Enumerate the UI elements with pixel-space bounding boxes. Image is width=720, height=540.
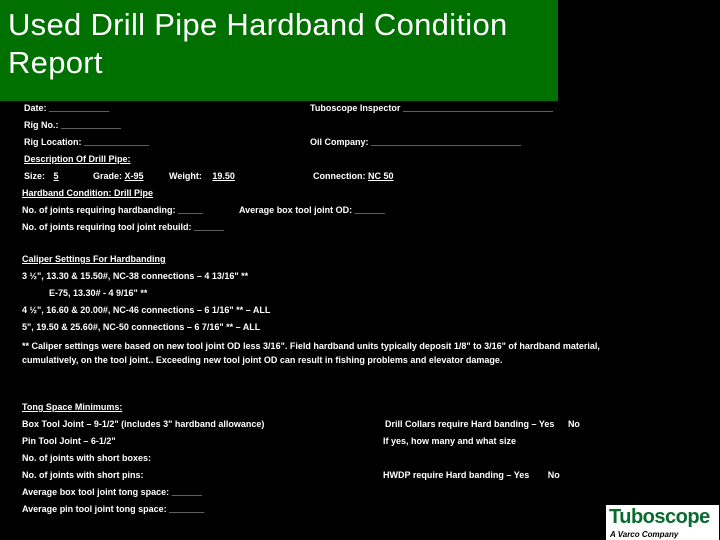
- hwdp-label: HWDP require Hard banding –: [383, 470, 512, 480]
- date-field: Date: ____________: [24, 103, 110, 113]
- pin-tool-joint-line: Pin Tool Joint – 6-1/2": [22, 436, 116, 446]
- weight-label: Weight:: [169, 171, 202, 181]
- tuboscope-logo: [606, 505, 719, 540]
- joints-hardbanding-field: No. of joints requiring hardbanding: _____: [22, 205, 204, 215]
- weight-value: 19.50: [212, 171, 235, 181]
- grade-label: Grade:: [93, 171, 123, 181]
- avg-box-od-field: Average box tool joint OD: ______: [239, 205, 385, 215]
- weight-field: [169, 171, 235, 182]
- drill-collars-no[interactable]: No: [567, 419, 580, 429]
- short-pins-field: No. of joints with short pins:: [22, 470, 144, 480]
- connection-field: [313, 171, 397, 182]
- joints-rebuild-field: No. of joints requiring tool joint rebuild: ______: [22, 222, 225, 232]
- grade-field: [93, 171, 144, 182]
- connection-value: NC 50: [368, 171, 394, 181]
- logo-name: Tuboscope: [609, 506, 710, 528]
- inspector-field: Tuboscope Inspector ______________________________: [310, 103, 554, 113]
- caliper-line: E-75, 13.30# - 4 9/16" **: [49, 288, 148, 298]
- drill-collars-followup: If yes, how many and what size: [383, 436, 517, 446]
- hwdp-no[interactable]: No: [547, 470, 560, 480]
- hwdp-question: [383, 470, 560, 481]
- size-label: Size:: [24, 171, 46, 181]
- size-field: [24, 171, 63, 182]
- caliper-line: 5", 19.50 & 25.60#, NC-50 connections – 6 7/16" ** – ALL: [22, 322, 261, 332]
- caliper-line: 4 ½", 16.60 & 20.00#, NC-46 connections – 6 1/16" ** – ALL: [22, 305, 271, 315]
- logo-tagline: A Varco Company: [610, 530, 679, 539]
- caliper-heading: Caliper Settings For Hardbanding: [22, 254, 166, 264]
- oil-company-field: Oil Company: ______________________________: [310, 137, 522, 147]
- title-banner: [0, 0, 558, 101]
- drill-collars-label: Drill Collars require Hard banding –: [385, 419, 537, 429]
- caliper-note: ** Caliper settings were based on new tool joint OD less 3/16". Field hardband units typically deposit 1/8" to 3/16" of hardband material, cumulatively, on the tool joint.. Exceeding new tool joint OD can result in fishing problems and elevator damage.: [22, 341, 600, 365]
- avg-pin-tong-space-field: Average pin tool joint tong space: _______: [22, 504, 205, 514]
- box-tool-joint-line: Box Tool Joint – 9-1/2" (includes 3" hardband allowance): [22, 419, 265, 429]
- connection-label: Connection:: [313, 171, 366, 181]
- drill-collars-question: [385, 419, 580, 430]
- grade-value: X-95: [124, 171, 144, 181]
- size-value: 5: [53, 171, 59, 181]
- rig-no-field: Rig No.: ____________: [24, 120, 122, 130]
- avg-box-tong-space-field: Average box tool joint tong space: ______: [22, 487, 202, 497]
- rig-location-field: Rig Location: _____________: [24, 137, 150, 147]
- tong-heading: Tong Space Minimums:: [22, 402, 123, 412]
- caliper-line: 3 ½", 13.30 & 15.50#, NC-38 connections – 4 13/16" **: [22, 271, 249, 281]
- hardband-heading: Hardband Condition: Drill Pipe: [22, 188, 153, 198]
- hwdp-yes[interactable]: Yes: [513, 470, 530, 480]
- page-title: Used Drill Pipe Hardband Condition Report: [8, 7, 508, 80]
- description-heading: Description Of Drill Pipe:: [24, 154, 131, 164]
- drill-collars-yes[interactable]: Yes: [538, 419, 555, 429]
- short-boxes-field: No. of joints with short boxes:: [22, 453, 151, 463]
